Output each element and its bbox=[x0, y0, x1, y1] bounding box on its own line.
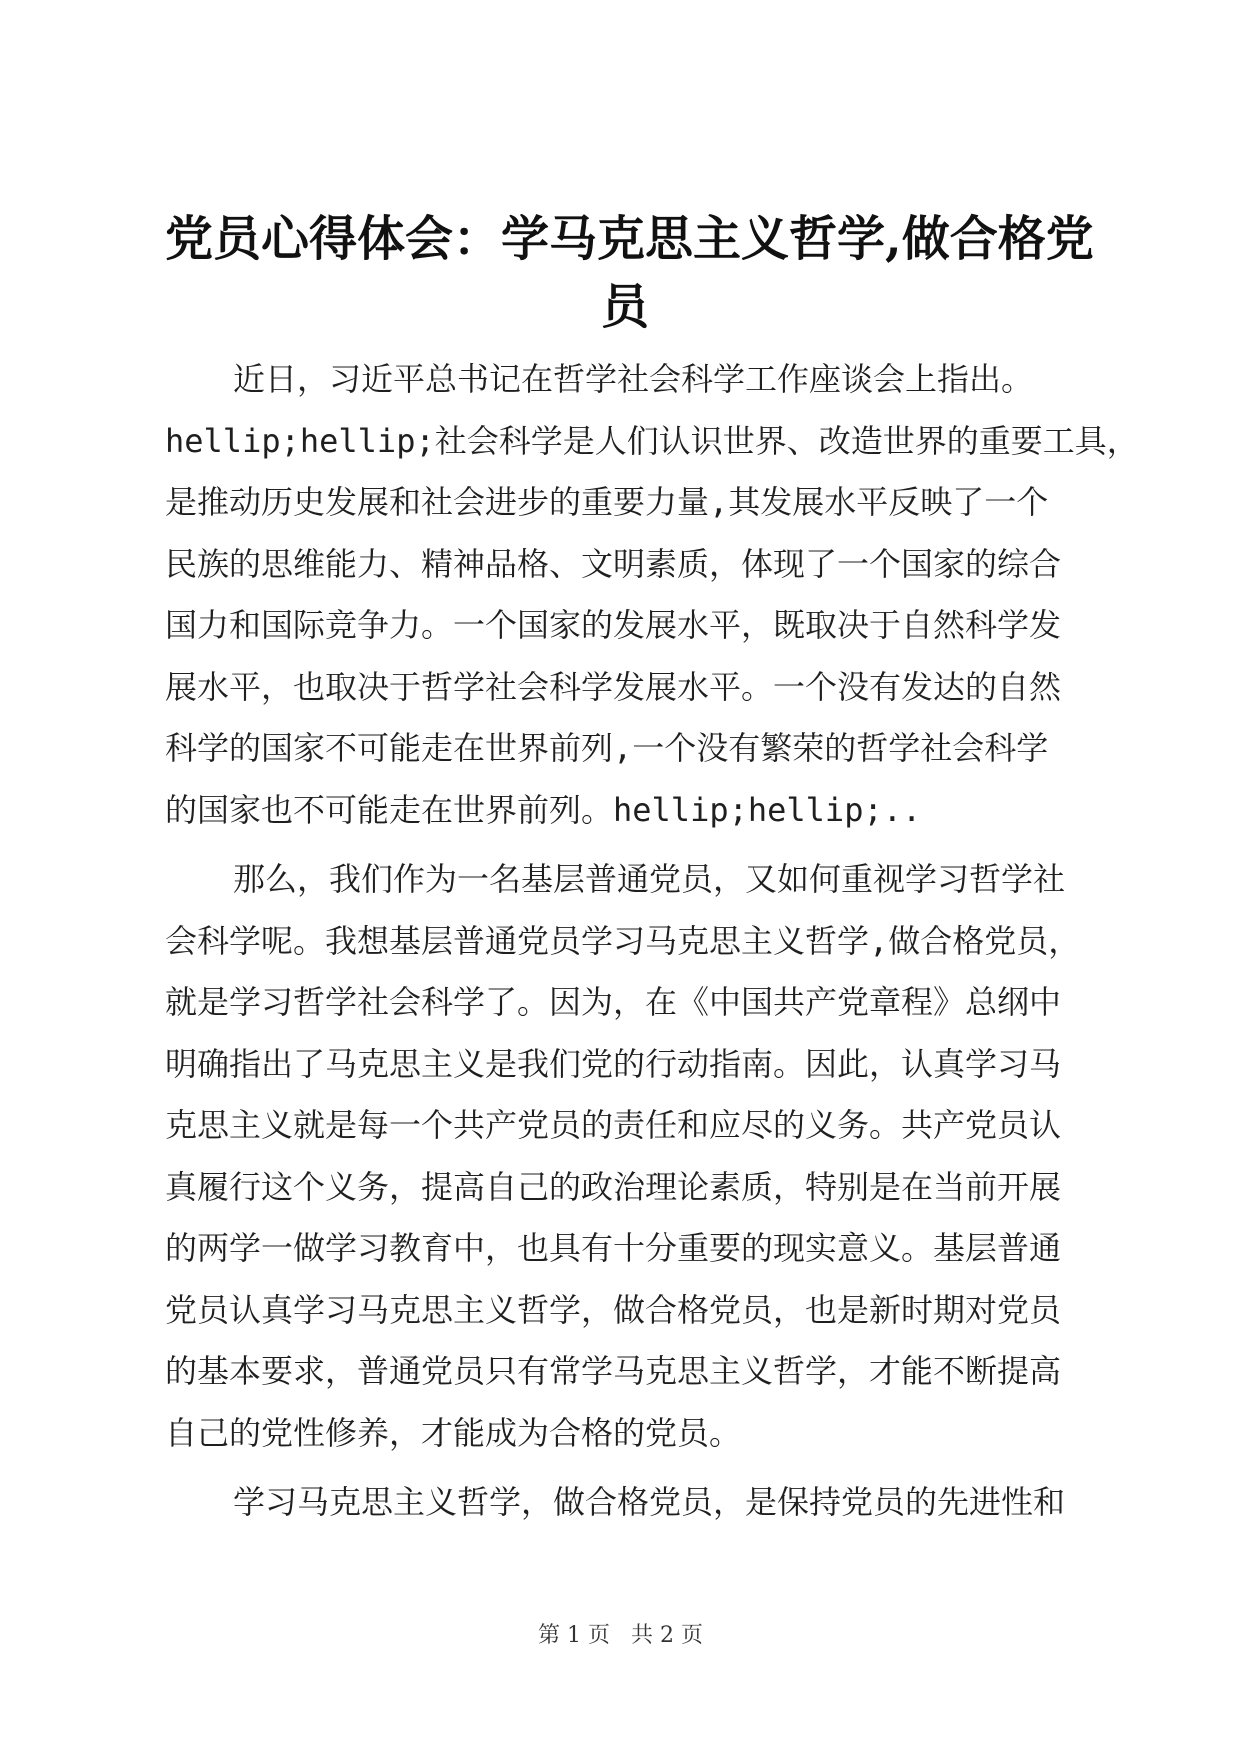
paragraph-line: 民族的思维能力、精神品格、文明素质，体现了一个国家的综合 bbox=[165, 544, 1062, 583]
paragraph-line: 党员认真学习马克思主义哲学，做合格党员，也是新时期对党员 bbox=[165, 1290, 1062, 1329]
paragraph-line: hellip;hellip;社会科学是人们认识世界、改造世界的重要工具， bbox=[165, 421, 1139, 460]
page-total: 共 2 页 bbox=[631, 1623, 703, 1648]
paragraph-line: 国力和国际竞争力。一个国家的发展水平，既取决于自然科学发 bbox=[165, 606, 1062, 644]
document-content bbox=[165, 205, 1139, 1534]
paragraph-line: 科学的国家不可能走在世界前列,一个没有繁荣的哲学社会科学 bbox=[165, 729, 1049, 767]
paragraph-line: 的两学一做学习教育中，也具有十分重要的现实意义。基层普通 bbox=[165, 1229, 1062, 1267]
document-body bbox=[165, 349, 1139, 1534]
title-line-2: 员 bbox=[600, 279, 649, 335]
paragraph-line: 近日，习近平总书记在哲学社会科学工作座谈会上指出。 bbox=[233, 360, 1034, 398]
document-title bbox=[165, 205, 1094, 341]
paragraph-line: 克思主义就是每一个共产党员的责任和应尽的义务。共产党员认 bbox=[165, 1106, 1062, 1144]
paragraph-3 bbox=[165, 1472, 1085, 1534]
paragraph-line: 的国家也不可能走在世界前列。hellip;hellip;.. bbox=[165, 790, 922, 829]
page-footer bbox=[0, 1618, 1241, 1649]
paragraph-line: 明确指出了马克思主义是我们党的行动指南。因此，认真学习马 bbox=[165, 1044, 1062, 1083]
paragraph-line: 展水平，也取决于哲学社会科学发展水平。一个没有发达的自然 bbox=[165, 667, 1062, 706]
paragraph-line: 会科学呢。我想基层普通党员学习马克思主义哲学,做合格党员， bbox=[165, 921, 1081, 960]
paragraph-line: 学习马克思主义哲学，做合格党员，是保持党员的先进性和 bbox=[233, 1483, 1066, 1521]
paragraph-2 bbox=[165, 849, 1085, 1464]
page-number: 第 1 页 bbox=[538, 1623, 610, 1648]
paragraph-line: 真履行这个义务，提高自己的政治理论素质，特别是在当前开展 bbox=[165, 1167, 1062, 1206]
paragraph-line: 的基本要求，普通党员只有常学马克思主义哲学，才能不断提高 bbox=[165, 1352, 1062, 1390]
paragraph-line: 就是学习哲学社会科学了。因为，在《中国共产党章程》总纲中 bbox=[165, 983, 1062, 1021]
paragraph-line: 那么，我们作为一名基层普通党员，又如何重视学习哲学社 bbox=[233, 860, 1066, 898]
title-line-1: 党员心得体会：学马克思主义哲学,做合格党 bbox=[165, 211, 1094, 267]
paragraph-1 bbox=[165, 349, 1139, 841]
paragraph-line: 是推动历史发展和社会进步的重要力量,其发展水平反映了一个 bbox=[165, 483, 1049, 521]
paragraph-line: 自己的党性修养，才能成为合格的党员。 bbox=[165, 1413, 742, 1452]
